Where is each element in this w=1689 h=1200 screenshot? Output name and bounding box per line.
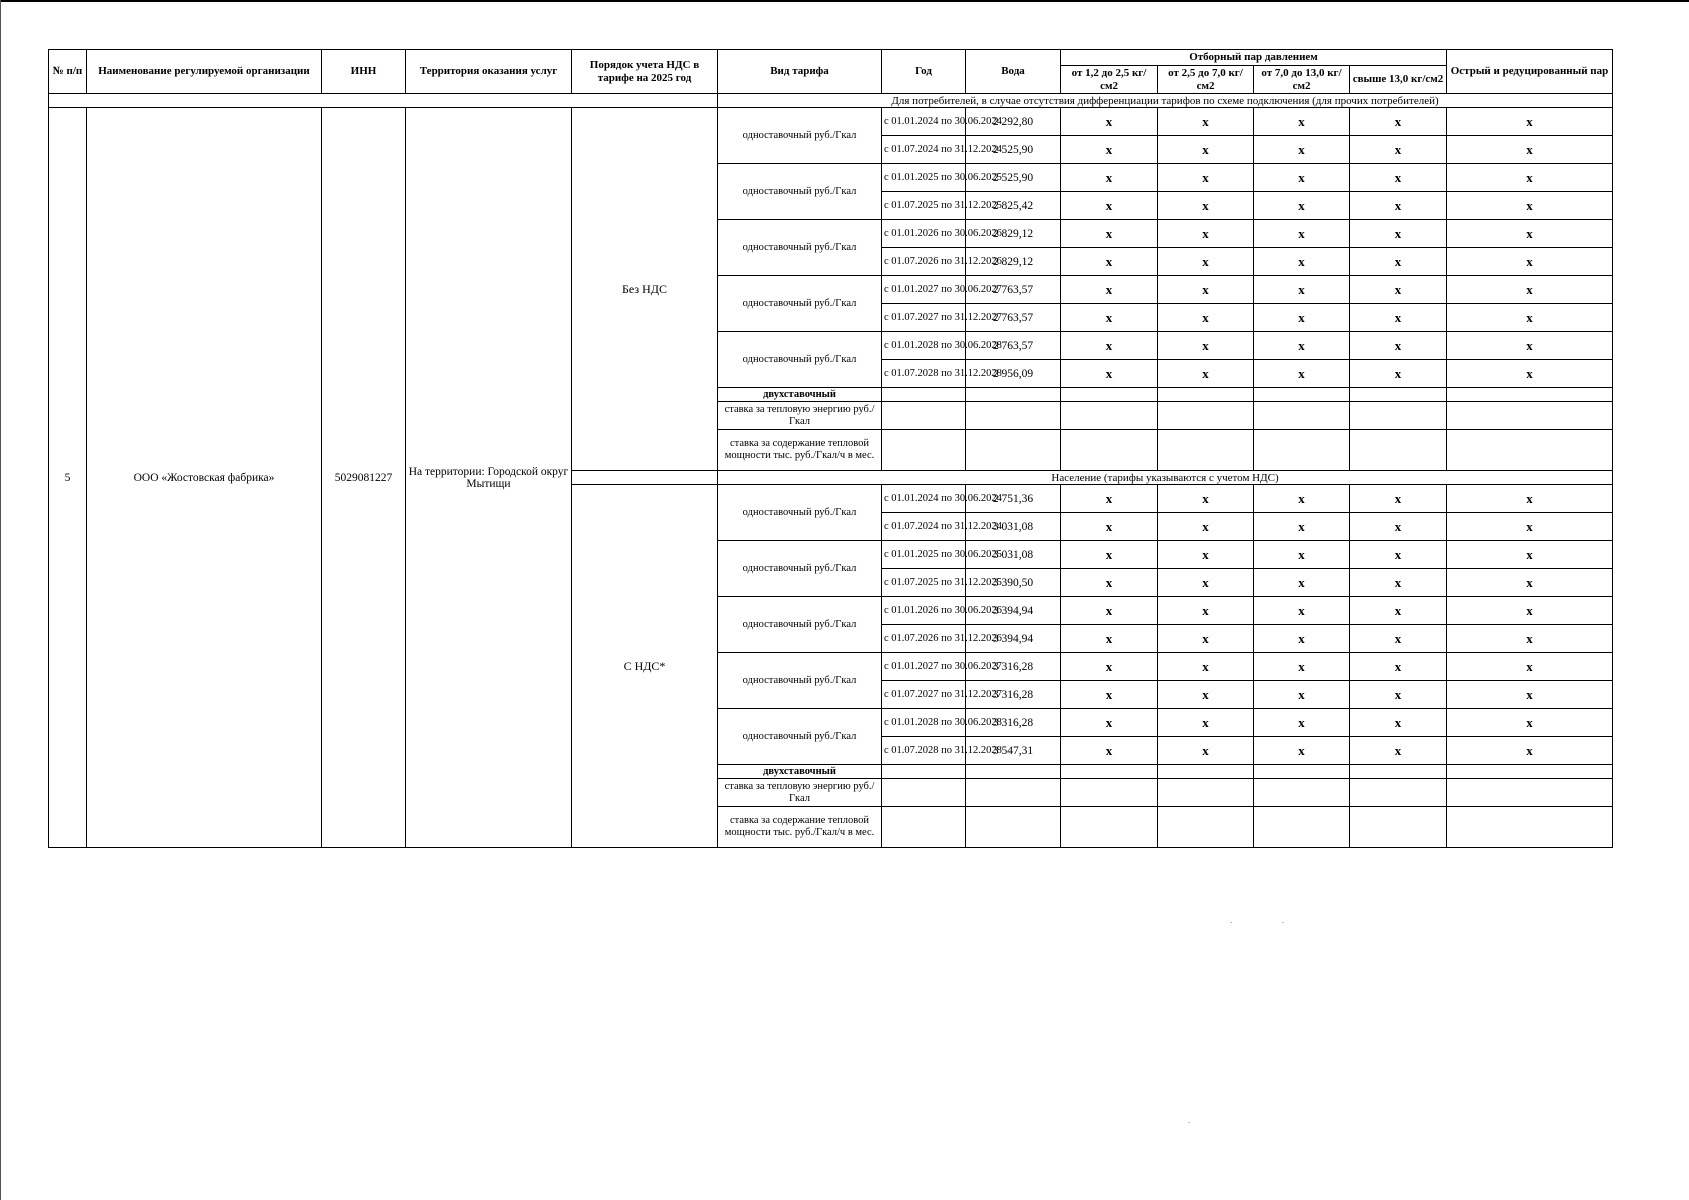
not-applicable-mark: x	[1254, 709, 1350, 737]
header-org: Наименование регулируемой организации	[87, 50, 322, 94]
water-value-cell: 3 394,94	[966, 597, 1061, 625]
not-applicable-mark: x	[1158, 541, 1254, 569]
period-cell: с 01.07.2025 по 31.12.2025	[882, 192, 966, 220]
not-applicable-mark: x	[1447, 276, 1613, 304]
header-acute-steam: Острый и редуцированный пар	[1447, 50, 1613, 94]
water-value-cell: 2 829,12	[966, 220, 1061, 248]
not-applicable-mark: x	[1158, 276, 1254, 304]
water-value-cell: 2 829,12	[966, 248, 1061, 276]
empty-cell	[1061, 402, 1158, 430]
period-cell: с 01.07.2024 по 31.12.2024	[882, 513, 966, 541]
not-applicable-mark: x	[1061, 485, 1158, 513]
water-value-cell: 3 316,28	[966, 653, 1061, 681]
band-spacer-cell	[572, 471, 718, 485]
water-value-cell: 2 763,57	[966, 332, 1061, 360]
scan-speck	[1230, 922, 1232, 923]
not-applicable-mark: x	[1158, 625, 1254, 653]
not-applicable-mark: x	[1350, 485, 1447, 513]
scan-top-edge	[0, 0, 1689, 2]
not-applicable-mark: x	[1158, 681, 1254, 709]
header-steam-2: от 2,5 до 7,0 кг/см2	[1158, 66, 1254, 94]
tariff-type-cell: одноставочный руб./Гкал	[718, 108, 882, 164]
not-applicable-mark: x	[1061, 332, 1158, 360]
not-applicable-mark: x	[1061, 220, 1158, 248]
two-part-label: двухставочный	[718, 765, 882, 779]
band-other-consumers-label: Для потребителей, в случае отсутствия дифференциации тарифов по схеме подключения (для прочих потребителей)	[718, 94, 1613, 108]
header-tariff-type: Вид тарифа	[718, 50, 882, 94]
period-cell: с 01.01.2025 по 30.06.2025	[882, 541, 966, 569]
not-applicable-mark: x	[1447, 569, 1613, 597]
energy-rate-label: ставка за тепловую энергию руб./Гкал	[718, 402, 882, 430]
not-applicable-mark: x	[1061, 248, 1158, 276]
period-cell: с 01.07.2028 по 31.12.2028	[882, 360, 966, 388]
not-applicable-mark: x	[1158, 597, 1254, 625]
water-value-cell: 3 547,31	[966, 737, 1061, 765]
empty-cell	[882, 430, 966, 471]
not-applicable-mark: x	[1061, 737, 1158, 765]
tariff-type-cell: одноставочный руб./Гкал	[718, 709, 882, 765]
header-steam-3: от 7,0 до 13,0 кг/см2	[1254, 66, 1350, 94]
not-applicable-mark: x	[1447, 164, 1613, 192]
water-value-cell: 2 825,42	[966, 192, 1061, 220]
period-cell: с 01.01.2028 по 30.06.2028	[882, 709, 966, 737]
not-applicable-mark: x	[1254, 136, 1350, 164]
empty-cell	[1447, 779, 1613, 807]
two-part-label: двухставочный	[718, 388, 882, 402]
not-applicable-mark: x	[1061, 136, 1158, 164]
not-applicable-mark: x	[1254, 220, 1350, 248]
not-applicable-mark: x	[1447, 541, 1613, 569]
not-applicable-mark: x	[1061, 192, 1158, 220]
not-applicable-mark: x	[1254, 569, 1350, 597]
scan-speck	[1282, 922, 1284, 923]
tariff-table	[48, 49, 1613, 848]
not-applicable-mark: x	[1350, 597, 1447, 625]
header-row-top	[49, 50, 1613, 66]
not-applicable-mark: x	[1350, 737, 1447, 765]
empty-cell	[1350, 807, 1447, 848]
empty-cell	[1158, 402, 1254, 430]
not-applicable-mark: x	[1158, 360, 1254, 388]
scan-speck	[1188, 1122, 1190, 1123]
empty-cell	[882, 402, 966, 430]
not-applicable-mark: x	[1158, 569, 1254, 597]
table-body	[49, 94, 1613, 848]
not-applicable-mark: x	[1254, 108, 1350, 136]
not-applicable-mark: x	[1447, 108, 1613, 136]
not-applicable-mark: x	[1061, 597, 1158, 625]
period-cell: с 01.01.2027 по 30.06.2027	[882, 653, 966, 681]
not-applicable-mark: x	[1158, 332, 1254, 360]
not-applicable-mark: x	[1447, 485, 1613, 513]
not-applicable-mark: x	[1254, 360, 1350, 388]
not-applicable-mark: x	[1447, 513, 1613, 541]
tariff-type-cell: одноставочный руб./Гкал	[718, 276, 882, 332]
not-applicable-mark: x	[1158, 653, 1254, 681]
water-value-cell: 2 751,36	[966, 485, 1061, 513]
empty-cell	[1447, 807, 1613, 848]
not-applicable-mark: x	[1447, 737, 1613, 765]
not-applicable-mark: x	[1447, 597, 1613, 625]
tariff-type-cell: одноставочный руб./Гкал	[718, 653, 882, 709]
not-applicable-mark: x	[1158, 192, 1254, 220]
tariff-type-cell: одноставочный руб./Гкал	[718, 597, 882, 653]
empty-cell	[1350, 430, 1447, 471]
not-applicable-mark: x	[1254, 164, 1350, 192]
empty-cell	[966, 779, 1061, 807]
tariff-type-cell: одноставочный руб./Гкал	[718, 220, 882, 276]
period-cell: с 01.07.2027 по 31.12.2027	[882, 304, 966, 332]
period-cell: с 01.07.2028 по 31.12.2028	[882, 737, 966, 765]
not-applicable-mark: x	[1254, 513, 1350, 541]
empty-cell	[966, 807, 1061, 848]
empty-cell	[1447, 388, 1613, 402]
water-value-cell: 3 394,94	[966, 625, 1061, 653]
not-applicable-mark: x	[1350, 569, 1447, 597]
not-applicable-mark: x	[1447, 248, 1613, 276]
period-cell: с 01.01.2026 по 30.06.2026	[882, 597, 966, 625]
empty-cell	[1061, 430, 1158, 471]
not-applicable-mark: x	[1061, 276, 1158, 304]
empty-cell	[1350, 402, 1447, 430]
not-applicable-mark: x	[1061, 108, 1158, 136]
period-cell: с 01.01.2027 по 30.06.2027	[882, 276, 966, 304]
header-num: № п/п	[49, 50, 87, 94]
empty-cell	[1061, 765, 1158, 779]
not-applicable-mark: x	[1254, 192, 1350, 220]
not-applicable-mark: x	[1447, 625, 1613, 653]
not-applicable-mark: x	[1061, 541, 1158, 569]
period-cell: с 01.07.2026 по 31.12.2026	[882, 625, 966, 653]
not-applicable-mark: x	[1350, 709, 1447, 737]
period-cell: с 01.01.2024 по 30.06.2024	[882, 485, 966, 513]
not-applicable-mark: x	[1254, 485, 1350, 513]
period-cell: с 01.07.2025 по 31.12.2025	[882, 569, 966, 597]
scan-left-edge	[0, 0, 1, 1200]
not-applicable-mark: x	[1254, 737, 1350, 765]
not-applicable-mark: x	[1254, 304, 1350, 332]
not-applicable-mark: x	[1447, 192, 1613, 220]
row-number-cell: 5	[49, 108, 87, 848]
inn-cell: 5029081227	[322, 108, 406, 848]
not-applicable-mark: x	[1447, 653, 1613, 681]
tariff-type-cell: одноставочный руб./Гкал	[718, 541, 882, 597]
not-applicable-mark: x	[1350, 276, 1447, 304]
water-value-cell: 2 525,90	[966, 164, 1061, 192]
header-territory: Территория оказания услуг	[406, 50, 572, 94]
not-applicable-mark: x	[1061, 513, 1158, 541]
tariff-type-cell: одноставочный руб./Гкал	[718, 485, 882, 541]
not-applicable-mark: x	[1158, 164, 1254, 192]
not-applicable-mark: x	[1061, 625, 1158, 653]
not-applicable-mark: x	[1350, 625, 1447, 653]
not-applicable-mark: x	[1061, 360, 1158, 388]
period-cell: с 01.07.2024 по 31.12.2024	[882, 136, 966, 164]
empty-cell	[1254, 430, 1350, 471]
water-value-cell: 3 316,28	[966, 681, 1061, 709]
empty-cell	[1350, 765, 1447, 779]
not-applicable-mark: x	[1350, 136, 1447, 164]
energy-rate-label: ставка за тепловую энергию руб./Гкал	[718, 779, 882, 807]
not-applicable-mark: x	[1061, 653, 1158, 681]
water-value-cell: 2 956,09	[966, 360, 1061, 388]
not-applicable-mark: x	[1350, 248, 1447, 276]
period-cell: с 01.07.2027 по 31.12.2027	[882, 681, 966, 709]
header-water: Вода	[966, 50, 1061, 94]
empty-cell	[882, 779, 966, 807]
empty-cell	[966, 388, 1061, 402]
not-applicable-mark: x	[1158, 513, 1254, 541]
empty-cell	[1254, 765, 1350, 779]
header-vat-order: Порядок учета НДС в тарифе на 2025 год	[572, 50, 718, 94]
not-applicable-mark: x	[1061, 569, 1158, 597]
water-value-cell: 3 316,28	[966, 709, 1061, 737]
band-spacer-cell	[49, 94, 718, 108]
tariff-type-cell: одноставочный руб./Гкал	[718, 332, 882, 388]
empty-cell	[1254, 807, 1350, 848]
not-applicable-mark: x	[1350, 513, 1447, 541]
not-applicable-mark: x	[1447, 681, 1613, 709]
capacity-rate-label: ставка за содержание тепловой мощности тыс. руб./Гкал/ч в мес.	[718, 807, 882, 848]
not-applicable-mark: x	[1158, 220, 1254, 248]
header-year: Год	[882, 50, 966, 94]
empty-cell	[1350, 779, 1447, 807]
not-applicable-mark: x	[1254, 625, 1350, 653]
not-applicable-mark: x	[1158, 485, 1254, 513]
not-applicable-mark: x	[1447, 709, 1613, 737]
not-applicable-mark: x	[1350, 332, 1447, 360]
empty-cell	[1158, 779, 1254, 807]
empty-cell	[1447, 765, 1613, 779]
vat-order-cell: Без НДС	[572, 108, 718, 471]
not-applicable-mark: x	[1350, 541, 1447, 569]
not-applicable-mark: x	[1254, 541, 1350, 569]
not-applicable-mark: x	[1061, 681, 1158, 709]
band-other-consumers	[49, 94, 1613, 108]
org-name-cell: ООО «Жостовская фабрика»	[87, 108, 322, 848]
empty-cell	[882, 765, 966, 779]
tariff-type-cell: одноставочный руб./Гкал	[718, 164, 882, 220]
not-applicable-mark: x	[1350, 192, 1447, 220]
not-applicable-mark: x	[1158, 709, 1254, 737]
not-applicable-mark: x	[1254, 276, 1350, 304]
not-applicable-mark: x	[1254, 248, 1350, 276]
empty-cell	[966, 402, 1061, 430]
empty-cell	[1447, 402, 1613, 430]
empty-cell	[1061, 388, 1158, 402]
empty-cell	[1447, 430, 1613, 471]
empty-cell	[882, 807, 966, 848]
territory-cell: На территории: Городской округ Мытищи	[406, 108, 572, 848]
not-applicable-mark: x	[1061, 164, 1158, 192]
period-cell: с 01.01.2028 по 30.06.2028	[882, 332, 966, 360]
not-applicable-mark: x	[1061, 709, 1158, 737]
empty-cell	[1061, 779, 1158, 807]
not-applicable-mark: x	[1158, 108, 1254, 136]
not-applicable-mark: x	[1061, 304, 1158, 332]
band-population-label: Население (тарифы указываются с учетом НДС)	[718, 471, 1613, 485]
empty-cell	[882, 388, 966, 402]
water-value-cell: 3 031,08	[966, 513, 1061, 541]
empty-cell	[1061, 807, 1158, 848]
not-applicable-mark: x	[1350, 360, 1447, 388]
not-applicable-mark: x	[1254, 653, 1350, 681]
water-value-cell: 3 031,08	[966, 541, 1061, 569]
not-applicable-mark: x	[1447, 304, 1613, 332]
not-applicable-mark: x	[1158, 248, 1254, 276]
not-applicable-mark: x	[1350, 164, 1447, 192]
empty-cell	[966, 430, 1061, 471]
empty-cell	[1254, 779, 1350, 807]
empty-cell	[1158, 430, 1254, 471]
empty-cell	[1158, 388, 1254, 402]
period-cell: с 01.01.2025 по 30.06.2025	[882, 164, 966, 192]
not-applicable-mark: x	[1254, 597, 1350, 625]
empty-cell	[1158, 807, 1254, 848]
not-applicable-mark: x	[1350, 681, 1447, 709]
not-applicable-mark: x	[1254, 681, 1350, 709]
header-steam-1: от 1,2 до 2,5 кг/см2	[1061, 66, 1158, 94]
water-value-cell: 2 292,80	[966, 108, 1061, 136]
not-applicable-mark: x	[1447, 220, 1613, 248]
not-applicable-mark: x	[1350, 653, 1447, 681]
period-cell: с 01.01.2024 по 30.06.2024	[882, 108, 966, 136]
header-steam-4: свыше 13,0 кг/см2	[1350, 66, 1447, 94]
not-applicable-mark: x	[1447, 360, 1613, 388]
water-value-cell: 2 525,90	[966, 136, 1061, 164]
capacity-rate-label: ставка за содержание тепловой мощности тыс. руб./Гкал/ч в мес.	[718, 430, 882, 471]
water-value-cell: 3 390,50	[966, 569, 1061, 597]
not-applicable-mark: x	[1158, 136, 1254, 164]
header-steam-group: Отборный пар давлением	[1061, 50, 1447, 66]
water-value-cell: 2 763,57	[966, 276, 1061, 304]
empty-cell	[966, 765, 1061, 779]
empty-cell	[1254, 388, 1350, 402]
not-applicable-mark: x	[1447, 136, 1613, 164]
empty-cell	[1254, 402, 1350, 430]
header-inn: ИНН	[322, 50, 406, 94]
vat-order-cell: С НДС*	[572, 485, 718, 848]
not-applicable-mark: x	[1350, 220, 1447, 248]
not-applicable-mark: x	[1158, 304, 1254, 332]
empty-cell	[1158, 765, 1254, 779]
not-applicable-mark: x	[1350, 108, 1447, 136]
not-applicable-mark: x	[1447, 332, 1613, 360]
not-applicable-mark: x	[1350, 304, 1447, 332]
empty-cell	[1350, 388, 1447, 402]
period-cell: с 01.07.2026 по 31.12.2026	[882, 248, 966, 276]
water-value-cell: 2 763,57	[966, 304, 1061, 332]
not-applicable-mark: x	[1158, 737, 1254, 765]
table-row	[49, 108, 1613, 136]
not-applicable-mark: x	[1254, 332, 1350, 360]
period-cell: с 01.01.2026 по 30.06.2026	[882, 220, 966, 248]
